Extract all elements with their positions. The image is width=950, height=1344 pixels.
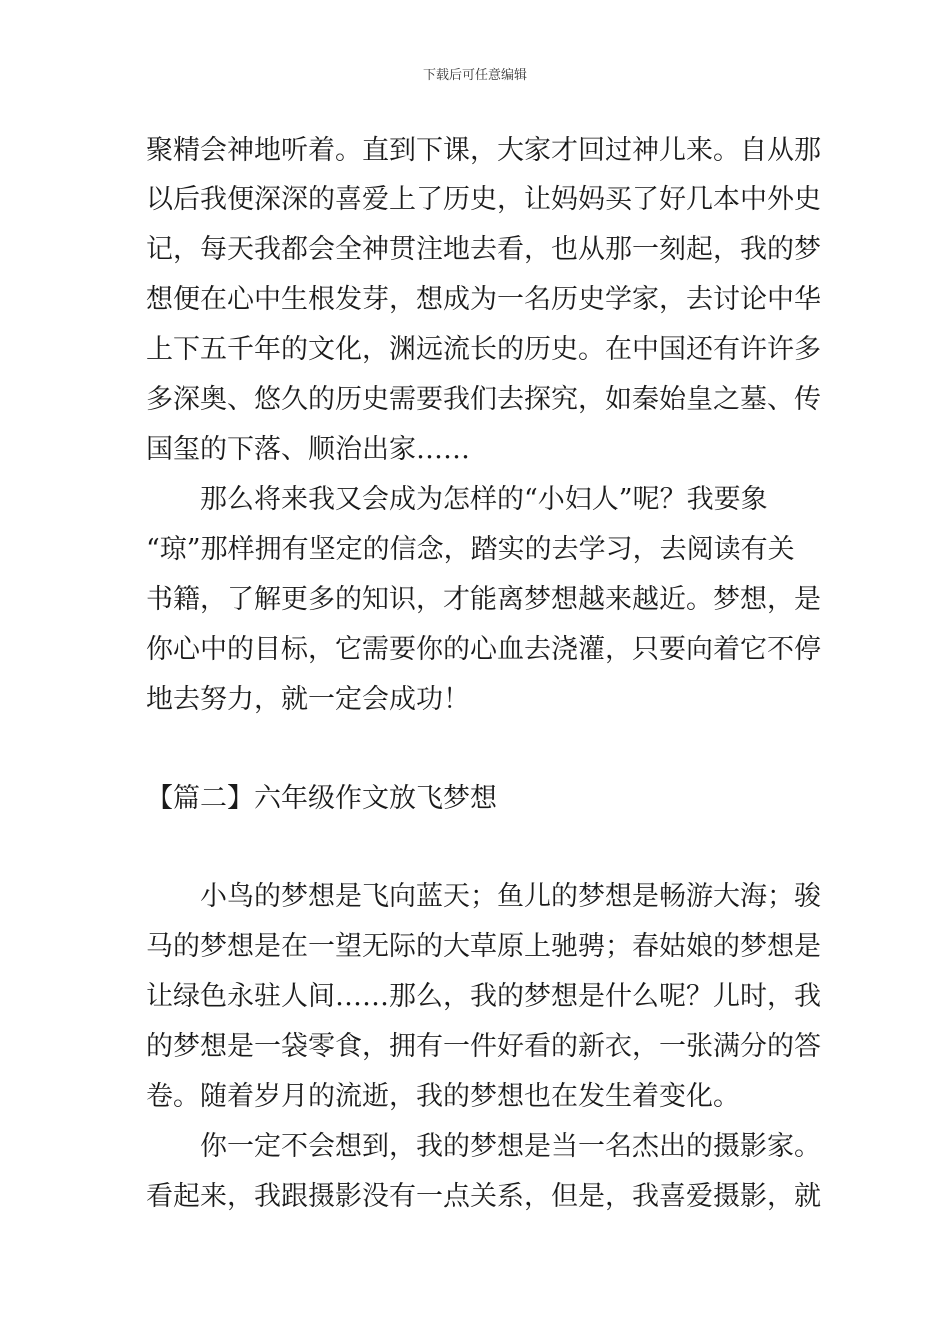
page-header: 下载后可任意编辑 — [422, 68, 527, 83]
text-line: 书籍，了解更多的知识，才能离梦想越来越近。梦想，是 — [146, 584, 821, 615]
text-line: 地去努力，就一定会成功！ — [146, 684, 470, 715]
text-line: 让绿色永驻人间……那么，我的梦想是什么呢？儿时，我 — [146, 981, 821, 1012]
text-line: 小鸟的梦想是飞向蓝天；鱼儿的梦想是畅游大海；骏 — [200, 881, 821, 912]
text-line: 马的梦想是在一望无际的大草原上驰骋；春姑娘的梦想是 — [146, 931, 821, 962]
text-line: 想便在心中生根发芽，想成为一名历史学家，去讨论中华 — [146, 284, 821, 315]
text-line: 聚精会神地听着。直到下课，大家才回过神儿来。自从那 — [146, 135, 821, 166]
text-line: 那么将来我又会成为怎样的“小妇人”呢？我要象 — [200, 484, 768, 515]
text-line: 你心中的目标，它需要你的心血去浇灌，只要向着它不停 — [146, 634, 821, 665]
text-line: 你一定不会想到，我的梦想是当一名杰出的摄影家。 — [200, 1131, 821, 1162]
text-line: 卷。随着岁月的流逝，我的梦想也在发生着变化。 — [146, 1081, 740, 1112]
text-line: 国玺的下落、顺治出家…… — [146, 434, 470, 465]
section-heading: 【篇二】六年级作文放飞梦想 — [146, 783, 497, 814]
text-line: 看起来，我跟摄影没有一点关系，但是，我喜爱摄影，就 — [146, 1181, 821, 1212]
text-line: 记，每天我都会全神贯注地去看，也从那一刻起，我的梦 — [146, 234, 821, 265]
text-line: 以后我便深深的喜爱上了历史，让妈妈买了好几本中外史 — [146, 184, 821, 215]
text-line: 上下五千年的文化，渊远流长的历史。在中国还有许许多 — [146, 334, 821, 365]
text-line: “琼”那样拥有坚定的信念，踏实的去学习，去阅读有关 — [146, 534, 795, 565]
text-line: 多深奥、悠久的历史需要我们去探究，如秦始皇之墓、传 — [146, 384, 821, 415]
text-line: 的梦想是一袋零食，拥有一件好看的新衣，一张满分的答 — [146, 1031, 821, 1062]
